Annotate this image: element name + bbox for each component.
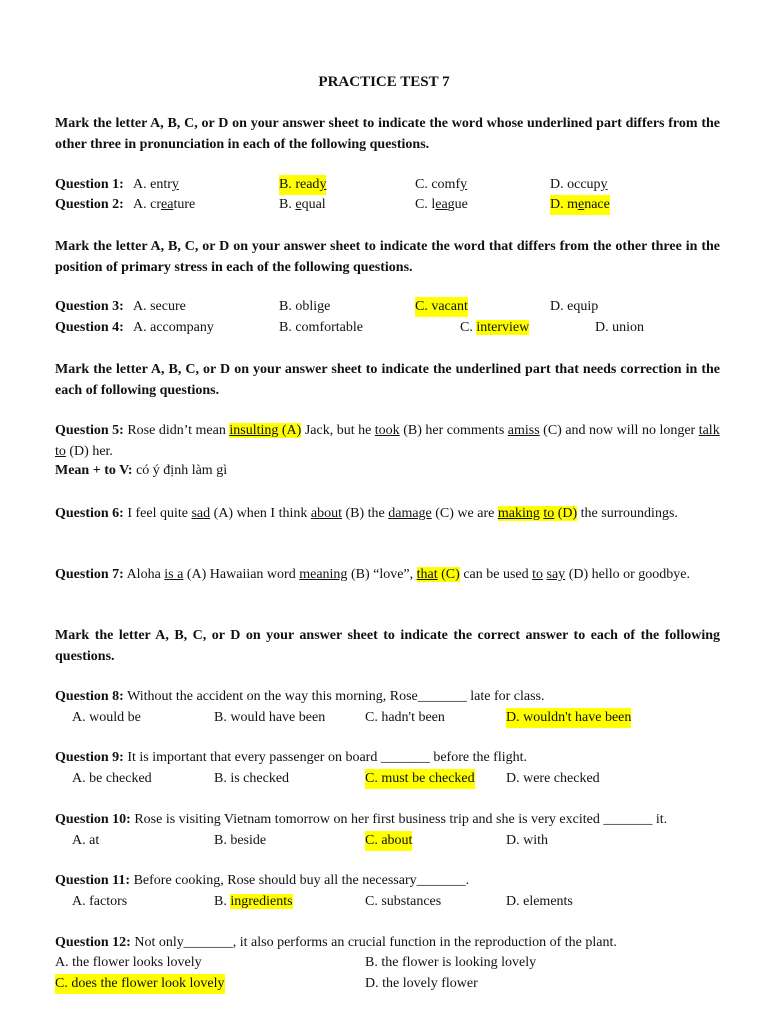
question-label: Question 9: xyxy=(55,750,124,765)
option-d: D. were checked xyxy=(506,771,600,786)
question-label: Question 3: xyxy=(55,299,124,314)
option-d: D. union xyxy=(595,320,644,335)
note-label: Mean + to V: xyxy=(55,463,133,478)
option-d: D. the lovely flower xyxy=(365,976,478,991)
option-d-answer: D. menace xyxy=(550,195,610,215)
option-b: B. equal xyxy=(279,197,326,212)
option-c: C. league xyxy=(415,197,468,212)
question-6: Question 6: I feel quite sad (A) when I think about (B) the damage (C) we are making to (D) the surroundings. xyxy=(55,506,678,521)
option-d: D. equip xyxy=(550,299,599,314)
question-label: Question 10: xyxy=(55,812,131,827)
option-a: A. the flower looks lovely xyxy=(55,955,202,970)
question-label: Question 1: xyxy=(55,177,124,192)
option-c: C. hadn't been xyxy=(365,710,445,725)
question-label: Question 11: xyxy=(55,873,131,888)
option-d: D. occupy xyxy=(550,177,608,192)
option-a: A. creature xyxy=(133,197,196,212)
question-5: Question 5: Rose didn’t mean insulting (A) Jack, but he took (B) her comments amiss (C) and now will no longer talk to (D) her. xyxy=(55,423,720,459)
option-a: A. at xyxy=(72,833,100,848)
page-title: PRACTICE TEST 7 xyxy=(318,74,450,90)
question-label: Question 8: xyxy=(55,689,124,704)
option-a: A. secure xyxy=(133,299,186,314)
option-a: A. be checked xyxy=(72,771,152,786)
option-c-answer: C. interview xyxy=(460,320,530,335)
instruction-correction: Mark the letter A, B, C, or D on your answer sheet to indicate the underlined part that needs correction in the each of following questions. xyxy=(55,362,720,398)
instruction-correct-answer: Mark the letter A, B, C, or D on your answer sheet to indicate the correct answer to each of the following questions. xyxy=(55,628,720,664)
question-12-stem: Question 12: Not only_______, it also performs an crucial function in the reproduction of the plant. xyxy=(55,935,617,950)
question-9-stem: Question 9: It is important that every passenger on board _______ before the flight. xyxy=(55,750,528,765)
question-7: Question 7: Aloha is a (A) Hawaiian word meaning (B) “love”, that (C) can be used to say (D) hello or goodbye. xyxy=(55,567,690,582)
option-b: B. the flower is looking lovely xyxy=(365,955,537,970)
question-8-stem: Question 8: Without the accident on the way this morning, Rose_______ late for class. xyxy=(55,689,545,704)
question-label: Question 7: xyxy=(55,567,124,582)
option-b: B. is checked xyxy=(214,771,290,786)
option-c-answer: C. vacant xyxy=(415,297,468,317)
option-b-answer: B. ingredients xyxy=(214,894,293,909)
option-d-answer: D. wouldn't have been xyxy=(506,708,631,728)
option-b: B. comfortable xyxy=(279,320,363,335)
question-label: Question 4: xyxy=(55,320,124,335)
option-d: D. elements xyxy=(506,894,573,909)
option-a: A. entry xyxy=(133,177,179,192)
option-b: B. oblige xyxy=(279,299,331,314)
option-c-answer: C. does the flower look lovely xyxy=(55,974,225,994)
answer-c: that (C) xyxy=(416,567,460,582)
option-d: D. with xyxy=(506,833,548,848)
option-c-answer: C. about xyxy=(365,831,412,851)
question-11-stem: Question 11: Before cooking, Rose should buy all the necessary_______. xyxy=(55,873,470,888)
option-b: B. beside xyxy=(214,833,267,848)
question-label: Question 5: xyxy=(55,423,124,438)
option-a: A. factors xyxy=(72,894,128,909)
question-10-stem: Question 10: Rose is visiting Vietnam tomorrow on her first business trip and she is very excited _______ it. xyxy=(55,812,668,827)
option-c: C. substances xyxy=(365,894,442,909)
question-label: Question 12: xyxy=(55,935,131,950)
instruction-stress: Mark the letter A, B, C, or D on your answer sheet to indicate the word that differs from the other three in the position of primary stress in each of the following questions. xyxy=(55,239,720,275)
question-label: Question 6: xyxy=(55,506,124,521)
option-c-answer: C. must be checked xyxy=(365,769,475,789)
answer-a: insulting (A) xyxy=(229,423,302,438)
instruction-pronunciation: Mark the letter A, B, C, or D on your answer sheet to indicate the word whose underlined part differs from the other three in pronunciation in each of the following questions. xyxy=(55,116,720,152)
option-b-answer: B. ready xyxy=(279,175,326,195)
question-label: Question 2: xyxy=(55,197,124,212)
option-c: C. comfy xyxy=(415,177,468,192)
grammar-note xyxy=(55,461,725,481)
option-b: B. would have been xyxy=(214,710,326,725)
option-a: A. accompany xyxy=(133,320,214,335)
answer-d: making to (D) xyxy=(497,506,578,521)
note-text: có ý định làm gì xyxy=(132,463,228,478)
option-a: A. would be xyxy=(72,710,141,725)
